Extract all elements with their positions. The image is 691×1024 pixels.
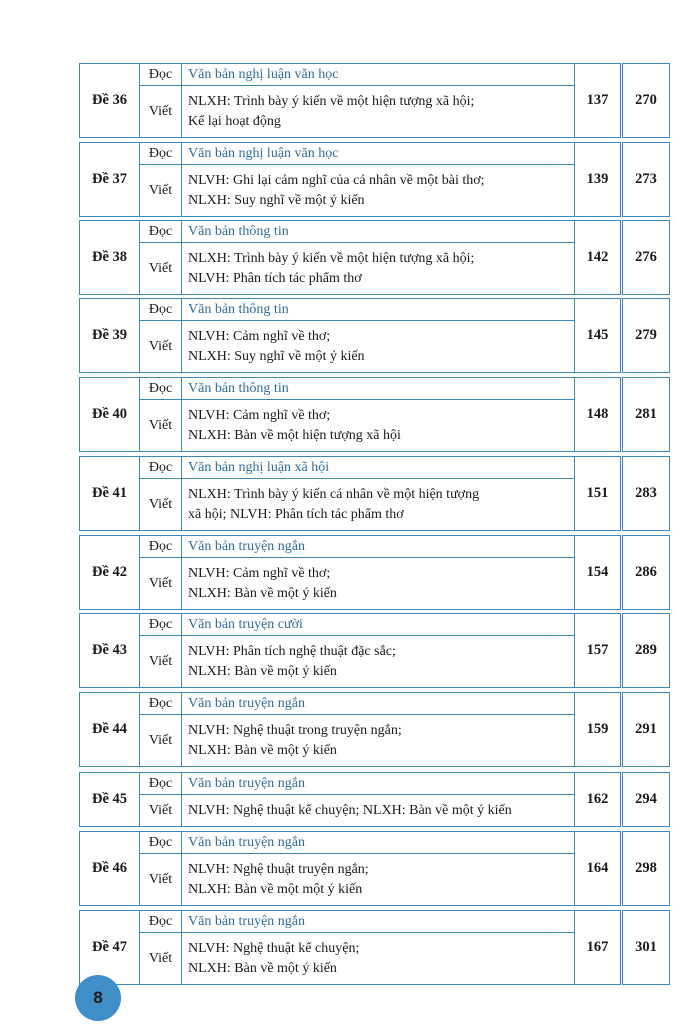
doc-content: Văn bản truyện cười bbox=[182, 614, 575, 636]
write-label: Viết bbox=[140, 479, 182, 531]
doc-label: Đọc bbox=[140, 693, 182, 715]
exam-number: Đề 37 bbox=[80, 143, 140, 217]
toc-row-doc bbox=[80, 221, 670, 243]
doc-content: Văn bản truyện ngắn bbox=[182, 693, 575, 715]
write-label: Viết bbox=[140, 86, 182, 138]
page-number-badge bbox=[75, 975, 121, 1021]
exam-number: Đề 45 bbox=[80, 773, 140, 827]
page-number-question: 145 bbox=[575, 299, 622, 373]
doc-content: Văn bản thông tin bbox=[182, 221, 575, 243]
write-line: NLVH: Cảm nghĩ về thơ; bbox=[188, 328, 331, 344]
doc-content: Văn bản thông tin bbox=[182, 378, 575, 400]
toc-body bbox=[80, 64, 670, 985]
write-label: Viết bbox=[140, 715, 182, 767]
page-number-question: 159 bbox=[575, 693, 622, 767]
write-content bbox=[182, 558, 575, 610]
page-number-answer: 294 bbox=[622, 773, 670, 827]
exam-number: Đề 39 bbox=[80, 299, 140, 373]
page-number: 8 bbox=[93, 988, 103, 1007]
doc-label: Đọc bbox=[140, 64, 182, 86]
toc-row-doc bbox=[80, 911, 670, 933]
page-number-question: 157 bbox=[575, 614, 622, 688]
write-content bbox=[182, 636, 575, 688]
doc-label: Đọc bbox=[140, 832, 182, 854]
write-content bbox=[182, 400, 575, 452]
write-line: NLXH: Bàn về một ý kiến bbox=[188, 585, 337, 601]
toc-row-doc bbox=[80, 614, 670, 636]
write-line: NLXH: Bàn về một ý kiến bbox=[188, 742, 337, 758]
page-number-question: 164 bbox=[575, 832, 622, 906]
doc-label: Đọc bbox=[140, 143, 182, 165]
toc-row-doc bbox=[80, 64, 670, 86]
page-number-answer: 283 bbox=[622, 457, 670, 531]
exam-number: Đề 41 bbox=[80, 457, 140, 531]
page-number-answer: 289 bbox=[622, 614, 670, 688]
write-line: NLVH: Phân tích nghệ thuật đặc sắc; bbox=[188, 643, 396, 659]
toc-row-doc bbox=[80, 457, 670, 479]
doc-label: Đọc bbox=[140, 299, 182, 321]
write-content bbox=[182, 795, 575, 827]
doc-label: Đọc bbox=[140, 457, 182, 479]
write-line: NLXH: Suy nghĩ về một ý kiến bbox=[188, 192, 365, 208]
page-number-answer: 298 bbox=[622, 832, 670, 906]
write-line: NLVH: Nghệ thuật kể chuyện; NLXH: Bàn về một ý kiến bbox=[188, 802, 512, 818]
write-content bbox=[182, 165, 575, 217]
write-line: NLVH: Phân tích tác phẩm thơ bbox=[188, 270, 362, 286]
doc-content: Văn bản truyện ngắn bbox=[182, 773, 575, 795]
page-number-question: 162 bbox=[575, 773, 622, 827]
doc-label: Đọc bbox=[140, 773, 182, 795]
write-label: Viết bbox=[140, 636, 182, 688]
write-label: Viết bbox=[140, 321, 182, 373]
page-number-question: 148 bbox=[575, 378, 622, 452]
doc-content: Văn bản thông tin bbox=[182, 299, 575, 321]
doc-label: Đọc bbox=[140, 378, 182, 400]
doc-content: Văn bản truyện ngắn bbox=[182, 911, 575, 933]
page-number-answer: 279 bbox=[622, 299, 670, 373]
write-label: Viết bbox=[140, 854, 182, 906]
page-number-answer: 286 bbox=[622, 536, 670, 610]
write-content bbox=[182, 243, 575, 295]
toc-row-doc bbox=[80, 143, 670, 165]
write-line: NLXH: Suy nghĩ về một ý kiến bbox=[188, 348, 365, 364]
write-label: Viết bbox=[140, 558, 182, 610]
doc-content: Văn bản nghị luận văn học bbox=[182, 64, 575, 86]
exam-number: Đề 44 bbox=[80, 693, 140, 767]
page-number-question: 142 bbox=[575, 221, 622, 295]
exam-number: Đề 36 bbox=[80, 64, 140, 138]
write-content bbox=[182, 86, 575, 138]
write-line: NLXH: Bàn về một hiện tượng xã hội bbox=[188, 427, 401, 443]
write-line: NLXH: Bàn về một ý kiến bbox=[188, 663, 337, 679]
write-line: NLXH: Trình bày ý kiến về một hiện tượng xã hội; bbox=[188, 93, 475, 109]
page-number-question: 154 bbox=[575, 536, 622, 610]
page-number-answer: 270 bbox=[622, 64, 670, 138]
doc-label: Đọc bbox=[140, 221, 182, 243]
exam-number: Đề 38 bbox=[80, 221, 140, 295]
write-line: NLXH: Bàn về một ý kiến bbox=[188, 960, 337, 976]
toc-row-doc bbox=[80, 693, 670, 715]
exam-number: Đề 47 bbox=[80, 911, 140, 985]
write-content bbox=[182, 715, 575, 767]
page-number-answer: 291 bbox=[622, 693, 670, 767]
doc-content: Văn bản nghị luận văn học bbox=[182, 143, 575, 165]
write-line: NLVH: Nghệ thuật kể chuyện; bbox=[188, 940, 360, 956]
toc-row-doc bbox=[80, 832, 670, 854]
write-label: Viết bbox=[140, 243, 182, 295]
page-number-question: 137 bbox=[575, 64, 622, 138]
write-line: NLVH: Nghệ thuật trong truyện ngắn; bbox=[188, 722, 402, 738]
exam-number: Đề 46 bbox=[80, 832, 140, 906]
page-number-question: 167 bbox=[575, 911, 622, 985]
write-line: NLXH: Trình bày ý kiến về một hiện tượng xã hội; bbox=[188, 250, 475, 266]
exam-number: Đề 42 bbox=[80, 536, 140, 610]
write-line: NLVH: Ghi lại cảm nghĩ của cá nhân về một bài thơ; bbox=[188, 172, 485, 188]
write-content bbox=[182, 854, 575, 906]
write-label: Viết bbox=[140, 400, 182, 452]
page-number-answer: 273 bbox=[622, 143, 670, 217]
write-line: NLXH: Trình bày ý kiến cá nhân về một hiện tượng bbox=[188, 486, 480, 502]
write-content bbox=[182, 933, 575, 985]
write-line: NLVH: Cảm nghĩ về thơ; bbox=[188, 565, 331, 581]
write-line: xã hội; NLVH: Phân tích tác phẩm thơ bbox=[188, 506, 404, 522]
doc-content: Văn bản truyện ngắn bbox=[182, 832, 575, 854]
page-number-answer: 281 bbox=[622, 378, 670, 452]
write-content bbox=[182, 321, 575, 373]
write-content bbox=[182, 479, 575, 531]
exam-number: Đề 43 bbox=[80, 614, 140, 688]
exam-number: Đề 40 bbox=[80, 378, 140, 452]
doc-content: Văn bản truyện ngắn bbox=[182, 536, 575, 558]
page-number-answer: 276 bbox=[622, 221, 670, 295]
toc-row-doc bbox=[80, 536, 670, 558]
write-label: Viết bbox=[140, 795, 182, 827]
page-number-answer: 301 bbox=[622, 911, 670, 985]
doc-label: Đọc bbox=[140, 536, 182, 558]
doc-label: Đọc bbox=[140, 614, 182, 636]
write-line: NLVH: Cảm nghĩ về thơ; bbox=[188, 407, 331, 423]
toc-row-doc bbox=[80, 773, 670, 795]
doc-content: Văn bản nghị luận xã hội bbox=[182, 457, 575, 479]
table-of-contents bbox=[79, 63, 670, 985]
doc-label: Đọc bbox=[140, 911, 182, 933]
write-label: Viết bbox=[140, 165, 182, 217]
write-line: Kể lại hoạt động bbox=[188, 113, 281, 129]
page-number-question: 151 bbox=[575, 457, 622, 531]
page-number-question: 139 bbox=[575, 143, 622, 217]
write-line: NLXH: Bàn về một một ý kiến bbox=[188, 881, 363, 897]
write-label: Viết bbox=[140, 933, 182, 985]
write-line: NLVH: Nghệ thuật truyện ngắn; bbox=[188, 861, 369, 877]
toc-row-doc bbox=[80, 299, 670, 321]
toc-row-doc bbox=[80, 378, 670, 400]
